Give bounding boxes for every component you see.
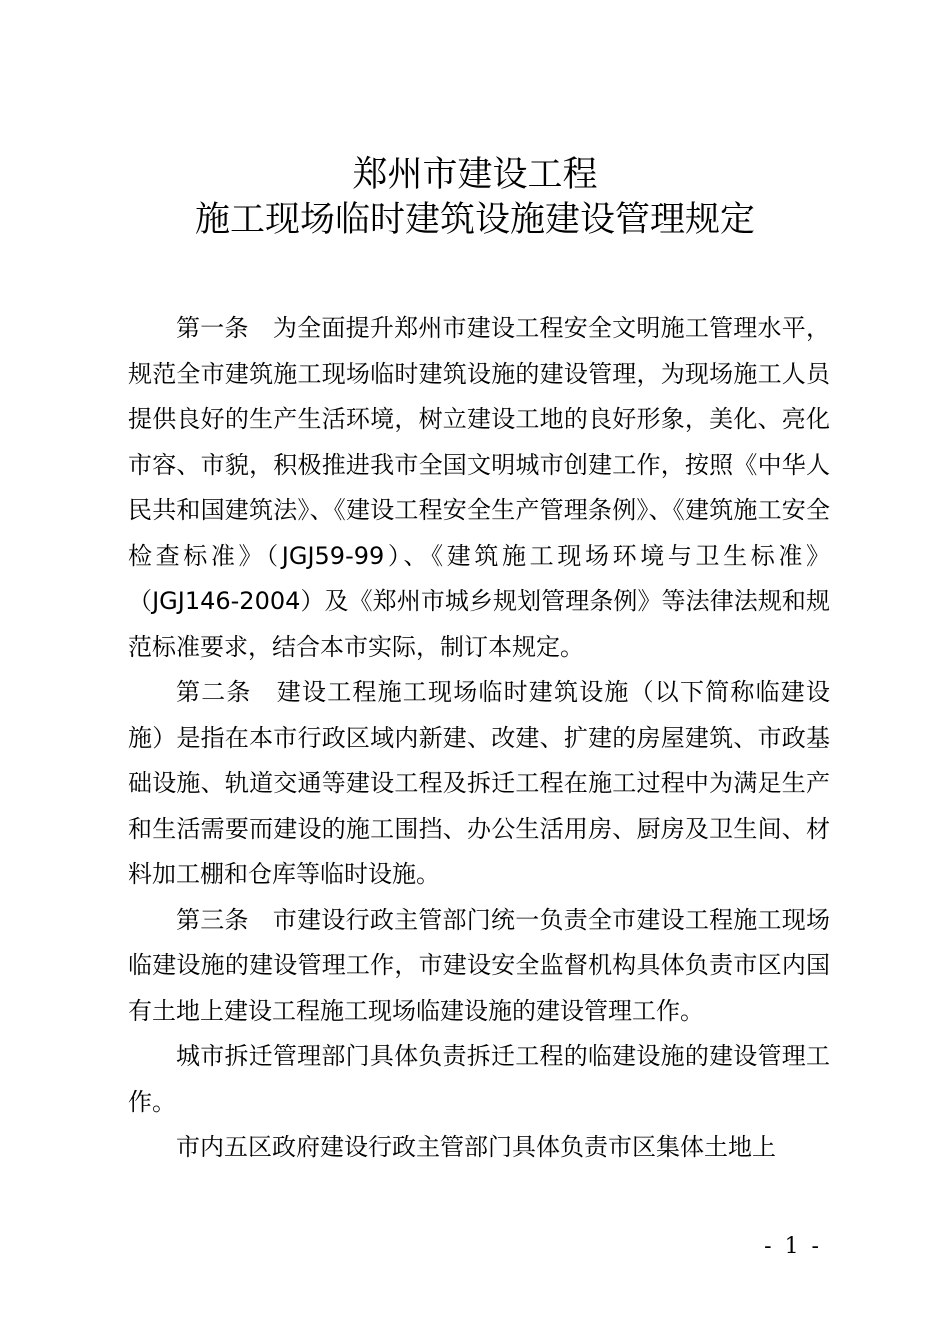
document-body — [128, 306, 830, 1171]
page-number: - 1 - — [764, 1234, 822, 1259]
document-title-line-1: 郑州市建设工程 — [352, 155, 598, 195]
district-paragraph: 市内五区政府建设行政主管部门具体负责市区集体土地上 — [176, 1133, 776, 1161]
article-3-paragraph: 第三条 市建设行政主管部门统一负责全市建设工程施工现场临建设施的建设管理工作，市建设安全监督机构具体负责市区内国有土地上建设工程施工现场临建设施的建设管理工作。 — [128, 905, 830, 1025]
document-title-line-2: 施工现场临时建筑设施建设管理规定 — [194, 200, 755, 240]
demolition-paragraph: 城市拆迁管理部门具体负责拆迁工程的临建设施的建设管理工作。 — [128, 1042, 830, 1116]
article-1-paragraph: 第一条 为全面提升郑州市建设工程安全文明施工管理水平，规范全市建筑施工现场临时建筑设施的建设管理，为现场施工人员提供良好的生产生活环境，树立建设工地的良好形象，美化、亮化市容、市貌，积极推进我市全国文明城市创建工作，按照《中华人民共和国建筑法》、《建设工程安全生产管理条例》、《建筑施工安全检查标准》（JGJ59-99）、《建筑施工现场环境与卫生标准》（JGJ146-2004）及《郑州市城乡规划管理条例》等法律法规和规范标准要求，结合本市实际，制订本规定。 — [128, 314, 830, 661]
article-2-paragraph: 第二条 建设工程施工现场临时建筑设施（以下简称临建设施）是指在本市行政区域内新建、改建、扩建的房屋建筑、市政基础设施、轨道交通等建设工程及拆迁工程在施工过程中为满足生产和生活需要而建设的施工围挡、办公生活用房、厨房及卫生间、材料加工棚和仓库等临时设施。 — [128, 678, 830, 888]
